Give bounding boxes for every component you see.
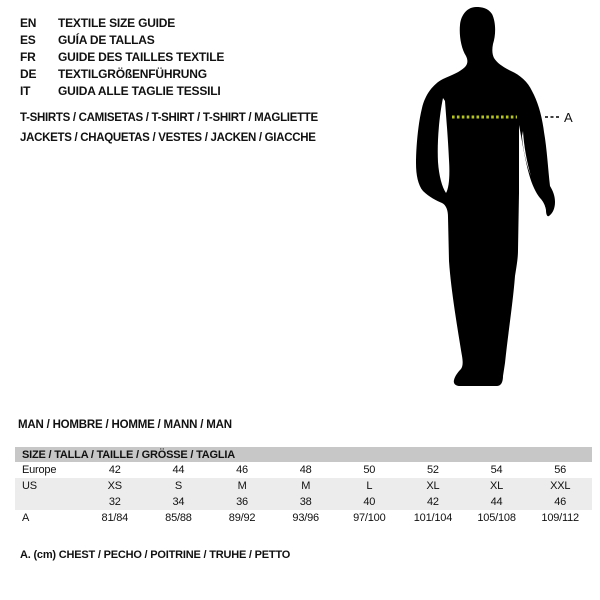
language-code: EN [20, 16, 37, 30]
row-label: A [22, 512, 30, 524]
measurement-label-a: A [564, 110, 573, 125]
size-cell: 105/108 [477, 512, 516, 524]
size-cell: XL [490, 480, 504, 492]
row-label: US [22, 480, 37, 492]
row-label: Europe [22, 464, 57, 476]
language-row [20, 15, 224, 32]
table-row-chest-cm [15, 510, 592, 526]
language-title: TEXTILGRÖßENFÜHRUNG [58, 67, 207, 81]
size-cell: 44 [490, 496, 503, 508]
section-title-man: MAN / HOMBRE / HOMME / MANN / MAN [18, 419, 232, 431]
language-title: TEXTILE SIZE GUIDE [58, 16, 176, 30]
size-cell: XXL [550, 480, 571, 492]
size-cell: 42 [108, 464, 121, 476]
size-cell: 54 [490, 464, 503, 476]
size-cell: 36 [236, 496, 248, 508]
size-cell: S [174, 480, 182, 492]
measurement-footnote: A. (cm) CHEST / PECHO / POITRINE / TRUHE / PETTO [20, 549, 291, 561]
size-table [15, 447, 592, 526]
size-cell: 42 [427, 496, 439, 508]
size-cell: 32 [108, 496, 121, 508]
language-code: FR [20, 50, 36, 64]
size-cell: M [301, 480, 311, 492]
language-row [20, 49, 224, 66]
size-cell: 48 [299, 464, 312, 476]
table-row-europe [15, 462, 592, 478]
size-cell: 81/84 [101, 512, 129, 524]
size-cell: 46 [236, 464, 248, 476]
size-cell: 93/96 [292, 512, 319, 524]
size-cell: 44 [172, 464, 185, 476]
size-cell: 85/88 [165, 512, 192, 524]
language-row [20, 32, 224, 49]
category-line-tshirts: T-SHIRTS / CAMISETAS / T-SHIRT / T-SHIRT / MAGLIETTE [20, 112, 318, 124]
size-cell: 46 [554, 496, 567, 508]
size-cell: XL [426, 480, 440, 492]
size-cell: 40 [363, 496, 376, 508]
size-table-header: SIZE / TALLA / TAILLE / GRÖSSE / TAGLIA [15, 447, 592, 462]
size-cell: 97/100 [353, 512, 386, 524]
size-cell: L [366, 480, 373, 492]
size-cell: 50 [363, 464, 376, 476]
size-cell: 89/92 [228, 512, 256, 524]
table-row-us [15, 478, 592, 494]
language-guide [20, 15, 224, 100]
size-cell: 52 [427, 464, 439, 476]
man-silhouette [416, 7, 555, 386]
category-line-jackets: JACKETS / CHAQUETAS / VESTES / JACKEN / GIACCHE [20, 132, 316, 144]
man-silhouette-figure [413, 5, 578, 390]
language-code: IT [20, 84, 31, 98]
size-cell: 34 [172, 496, 185, 508]
size-cell: 109/112 [541, 512, 579, 524]
language-row [20, 66, 224, 83]
language-title: GUIDE DES TAILLES TEXTILE [58, 50, 225, 64]
table-row-us-numeric [15, 494, 592, 510]
size-cell: 56 [554, 464, 567, 476]
size-cell: 101/104 [413, 512, 453, 524]
language-row [20, 83, 224, 100]
language-code: ES [20, 33, 36, 47]
language-code: DE [20, 67, 37, 81]
language-title: GUÍA DE TALLAS [58, 33, 155, 47]
language-title: GUIDA ALLE TAGLIE TESSILI [58, 84, 221, 98]
size-cell: XS [107, 480, 122, 492]
size-cell: 38 [299, 496, 312, 508]
size-cell: M [237, 480, 247, 492]
